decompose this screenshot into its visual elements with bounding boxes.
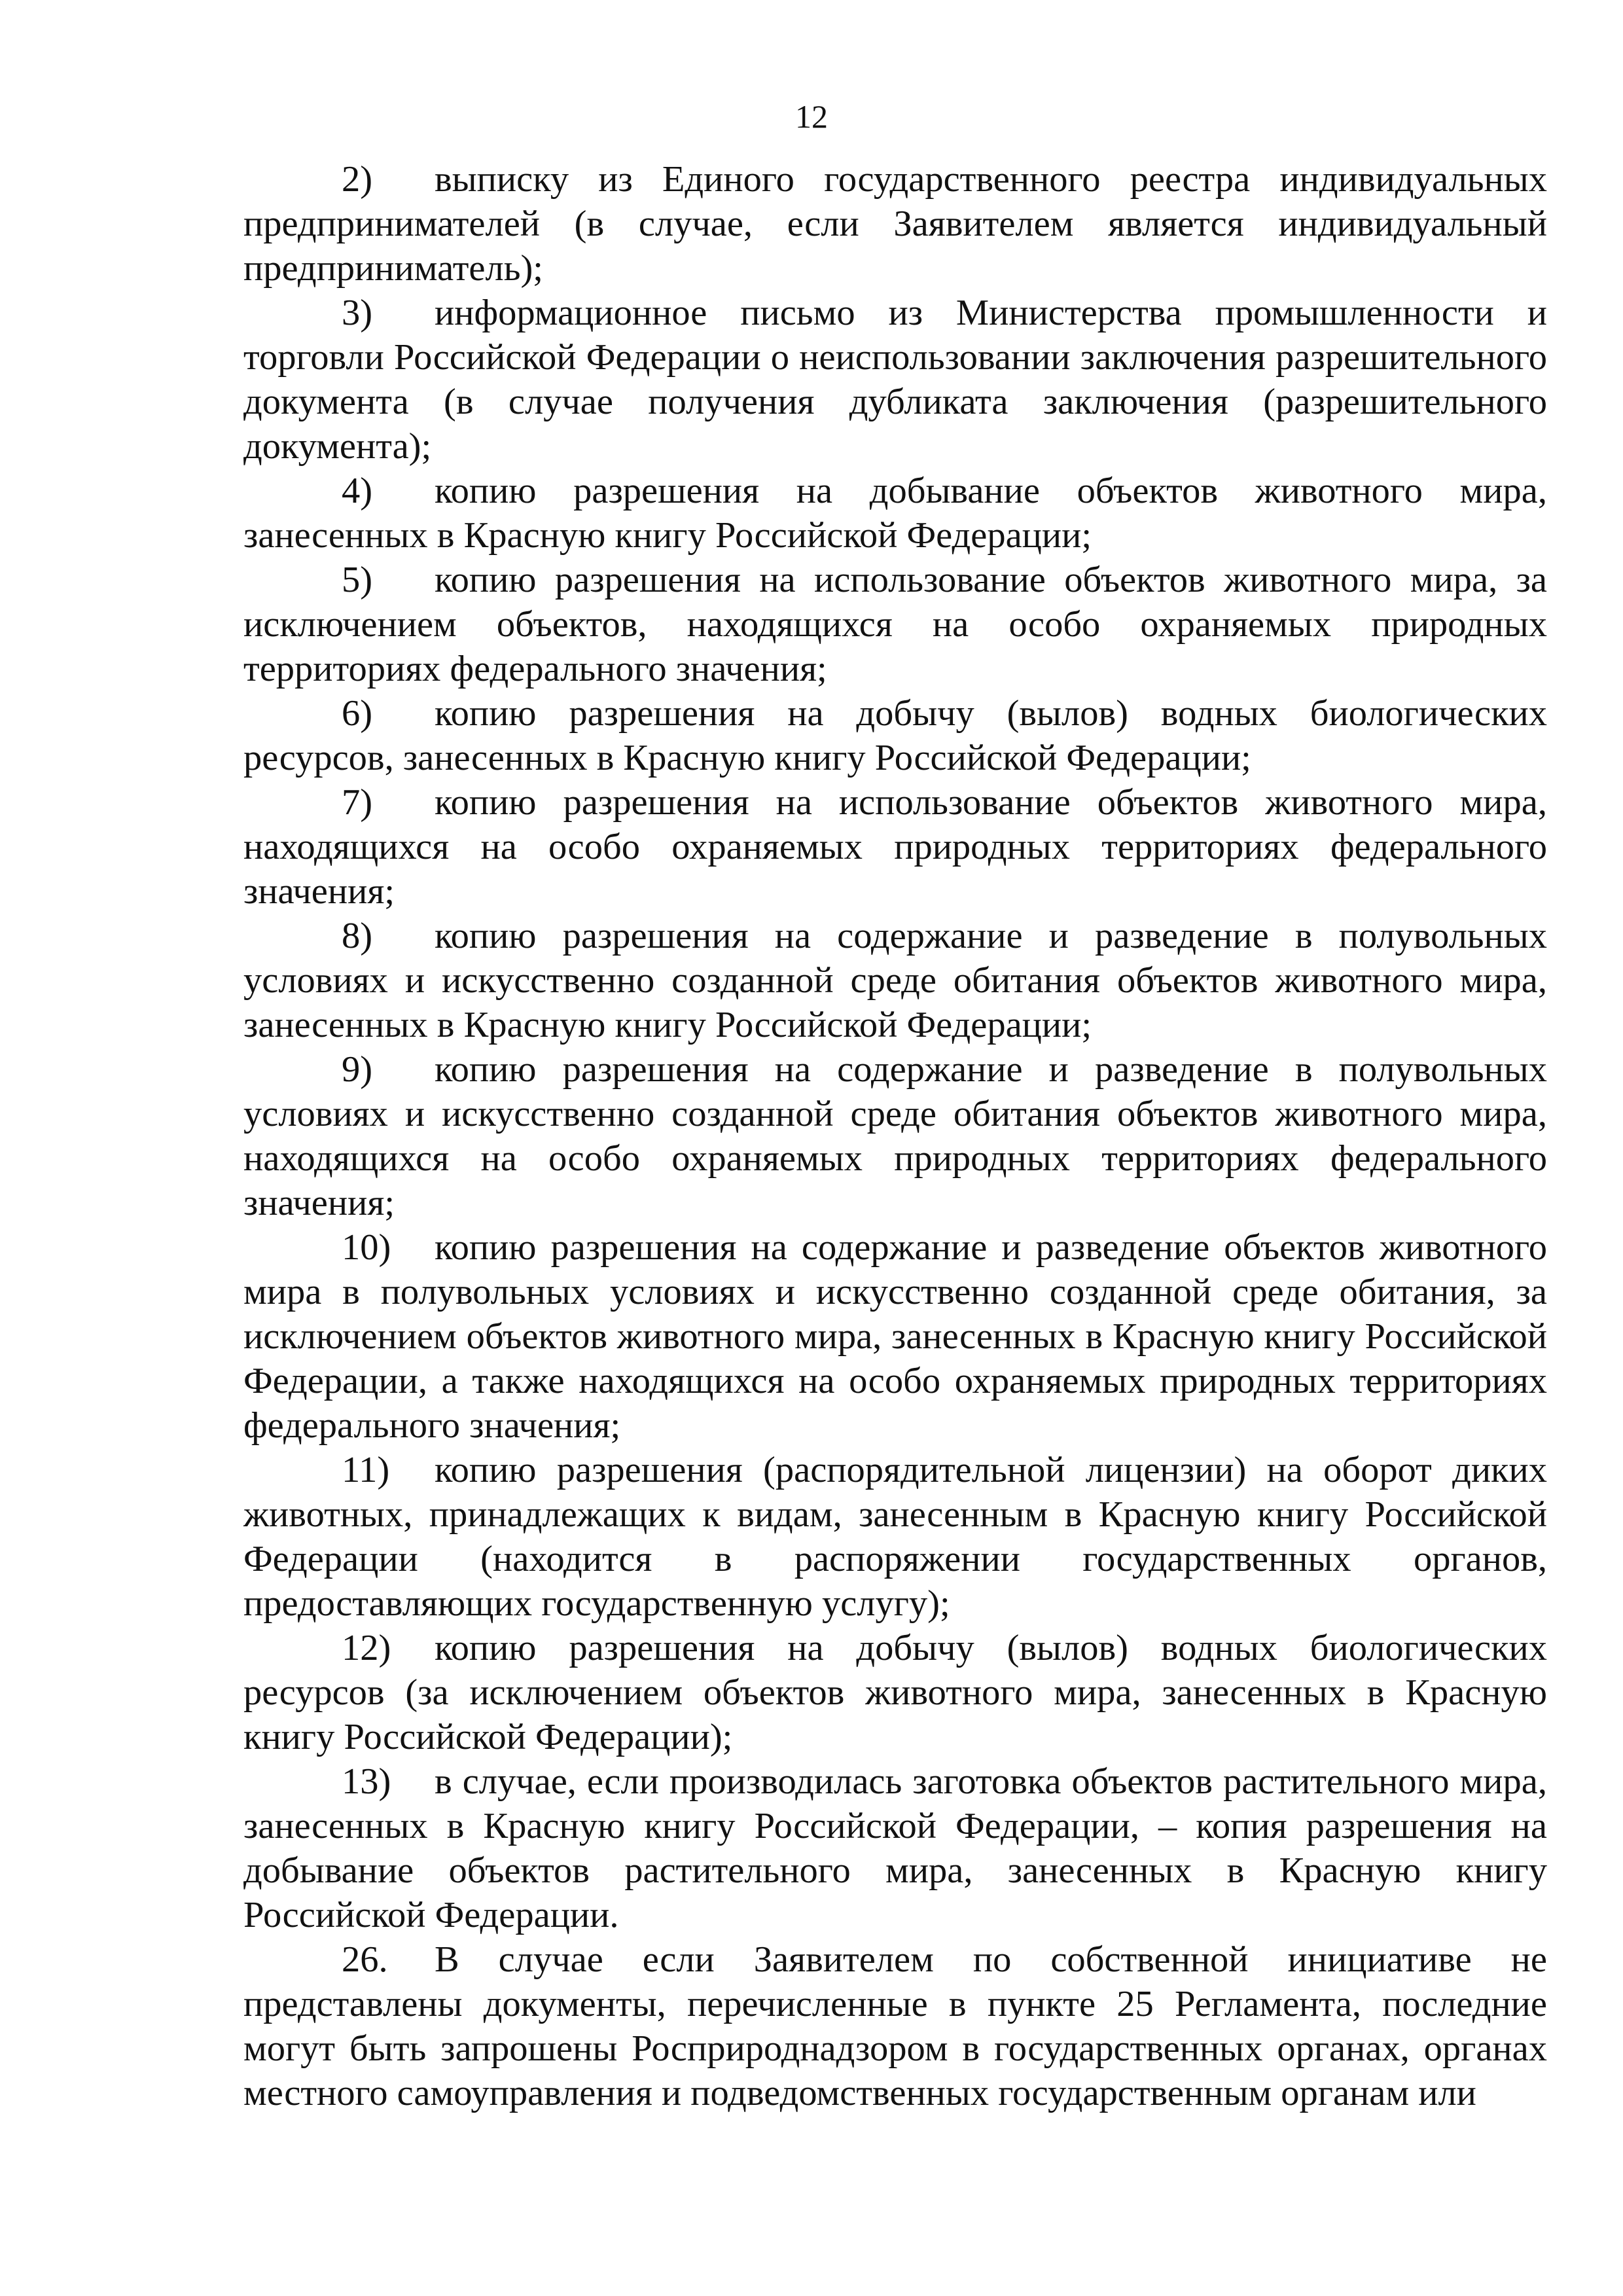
item-number: 2): [342, 159, 373, 200]
list-item: [243, 780, 1547, 914]
item-number: 6): [342, 693, 373, 734]
item-number: 4): [342, 471, 373, 511]
item-text: в случае, если производилась заготовка объектов растительного мира, занесенных в Красную книгу Российской Федерации, – копия разрешения на добывание объектов растительного мира, занесенных в Красную книгу Российской Федерации.: [243, 1761, 1547, 1935]
item-text: В случае если Заявителем по собственной инициативе не представлены документы, перечисленные в пункте 25 Регламента, последние могут быть запрошены Росприроднадзором в государственных органах, органах местного самоуправления и подведомственных государственным органам или: [243, 1939, 1547, 2113]
item-number: 8): [342, 916, 373, 956]
list-item: [243, 691, 1547, 780]
item-text: копию разрешения на использование объектов животного мира, за исключением объектов, находящихся на особо охраняемых природных территориях федерального значения;: [243, 560, 1547, 689]
list-item: [243, 1448, 1547, 1626]
list-item: [243, 291, 1547, 469]
list-item: [243, 469, 1547, 558]
list-item: [243, 914, 1547, 1047]
item-number: 13): [342, 1761, 391, 1802]
item-text: копию разрешения на содержание и разведение в полувольных условиях и искусственно созданной среде обитания объектов животного мира, находящихся на особо охраняемых природных территориях федерального значения;: [243, 1049, 1547, 1223]
document-body: [243, 157, 1547, 2115]
item-text: копию разрешения на содержание и разведение объектов животного мира в полувольных условиях и искусственно созданной среде обитания, за исключением объектов животного мира, занесенных в Красную книгу Российской Федерации, а также находящихся на особо охраняемых природных территориях федерального значения;: [243, 1227, 1547, 1446]
item-number: 26.: [342, 1939, 388, 1980]
list-item: [243, 1626, 1547, 1759]
list-item: [243, 1759, 1547, 1937]
item-number: 3): [342, 293, 373, 333]
item-text: копию разрешения на содержание и разведение в полувольных условиях и искусственно созданной среде обитания объектов животного мира, занесенных в Красную книгу Российской Федерации;: [243, 916, 1547, 1045]
item-number: 10): [342, 1227, 391, 1268]
item-text: копию разрешения на добычу (вылов) водных биологических ресурсов (за исключением объектов животного мира, занесенных в Красную книгу Российской Федерации);: [243, 1628, 1547, 1757]
item-text: копию разрешения на добывание объектов животного мира, занесенных в Красную книгу Российской Федерации;: [243, 471, 1547, 556]
item-text: информационное письмо из Министерства промышленности и торговли Российской Федерации о неиспользовании заключения разрешительного документа (в случае получения дубликата заключения (разрешительного документа);: [243, 293, 1547, 467]
item-text: выписку из Единого государственного реестра индивидуальных предпринимателей (в случае, если Заявителем является индивидуальный предприниматель);: [243, 159, 1547, 289]
list-item: [243, 1047, 1547, 1225]
item-text: копию разрешения (распорядительной лицензии) на оборот диких животных, принадлежащих к видам, занесенным в Красную книгу Российской Федерации (находится в распоряжении государственных органов, предоставляющих государственную услугу);: [243, 1450, 1547, 1624]
list-item: [243, 157, 1547, 291]
item-number: 9): [342, 1049, 373, 1090]
paragraph-26: [243, 1937, 1547, 2115]
item-number: 11): [342, 1450, 390, 1490]
list-item: [243, 1225, 1547, 1448]
list-item: [243, 558, 1547, 691]
item-number: 12): [342, 1628, 391, 1668]
item-text: копию разрешения на добычу (вылов) водных биологических ресурсов, занесенных в Красную книгу Российской Федерации;: [243, 693, 1547, 778]
page-number: 12: [795, 98, 828, 135]
item-text: копию разрешения на использование объектов животного мира, находящихся на особо охраняемых природных территориях федерального значения;: [243, 782, 1547, 912]
item-number: 5): [342, 560, 373, 600]
item-number: 7): [342, 782, 373, 823]
